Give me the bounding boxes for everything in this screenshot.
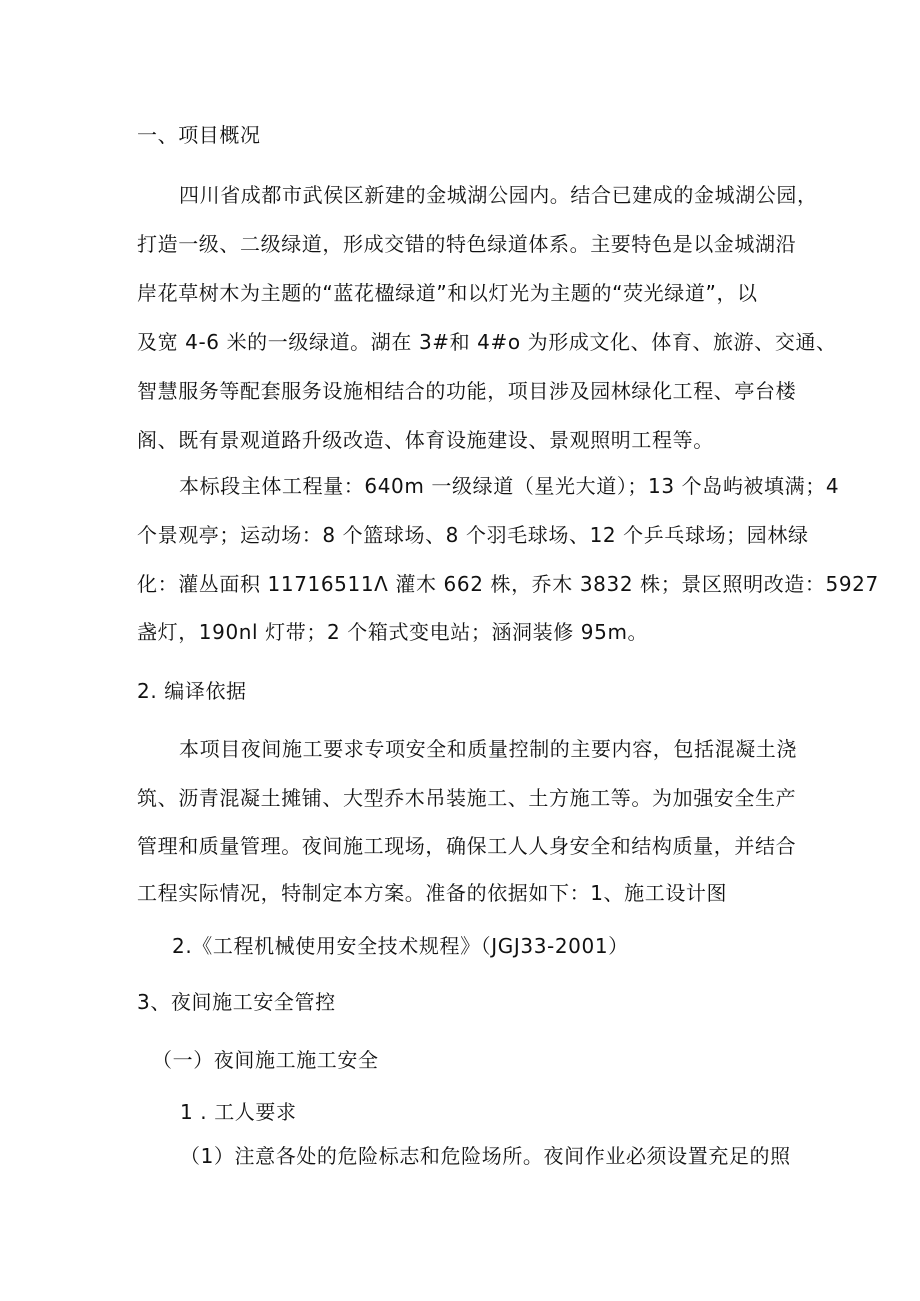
section1-para2-line3: 化：灌丛面积 11716511Λ 灌木 662 株，乔木 3832 株；景区照明改造：5927 bbox=[137, 572, 879, 596]
section1-para1-line6: 阁、既有景观道路升级改造、体育设施建设、景观照明工程等。 bbox=[137, 428, 714, 452]
section2-para1-line2: 筑、沥青混凝土摊铺、大型乔木吊装施工、土方施工等。为加强安全生产 bbox=[137, 786, 797, 810]
section3-subheading: （一）夜间施工施工安全 bbox=[152, 1048, 379, 1072]
section2-para1-line4: 工程实际情况，特制定本方案。准备的依据如下：1、施工设计图 bbox=[137, 881, 728, 905]
section3-sub-subheading: 1 . 工人要求 bbox=[180, 1100, 297, 1124]
section2-para1-line3: 管理和质量管理。夜间施工现场，确保工人人身安全和结构质量，并结合 bbox=[137, 834, 797, 858]
section3-heading: 3、夜间施工安全管控 bbox=[137, 990, 336, 1014]
section2-heading: 2. 编译依据 bbox=[137, 679, 247, 703]
section1-para2-line2: 个景观亭；运动场：8 个篮球场、8 个羽毛球场、12 个乒乓球场；园林绿 bbox=[137, 523, 809, 547]
section1-para1-line2: 打造一级、二级绿道，形成交错的特色绿道体系。主要特色是以金城湖沿 bbox=[137, 232, 797, 256]
section2-para1-line1: 本项目夜间施工要求专项安全和质量控制的主要内容，包括混凝土浇 bbox=[179, 737, 797, 761]
section1-para1-line3: 岸花草树木为主题的“蓝花楹绿道”和以灯光为主题的“荧光绿道”，以 bbox=[137, 281, 758, 305]
section1-para1-line4: 及宽 4-6 米的一级绿道。湖在 3#和 4#o 为形成文化、体育、旅游、交通、 bbox=[137, 330, 837, 354]
section1-para2-line1: 本标段主体工程量：640m 一级绿道（星光大道）；13 个岛屿被填满；4 bbox=[179, 474, 840, 498]
section1-para1-line5: 智慧服务等配套服务设施相结合的功能，项目涉及园林绿化工程、亭台楼 bbox=[137, 379, 797, 403]
section3-para1: （1）注意各处的危险标志和危险场所。夜间作业必须设置充足的照 bbox=[180, 1144, 791, 1168]
section1-para1-line1: 四川省成都市武侯区新建的金城湖公园内。结合已建成的金城湖公园， bbox=[179, 183, 818, 207]
section1-para2-line4: 盏灯，190nl 灯带；2 个箱式变电站；涵洞装修 95m。 bbox=[137, 620, 649, 644]
section2-item2: 2.《工程机械使用安全技术规程》（JGJ33-2001） bbox=[172, 934, 629, 958]
section1-heading: 一、项目概况 bbox=[137, 123, 261, 147]
